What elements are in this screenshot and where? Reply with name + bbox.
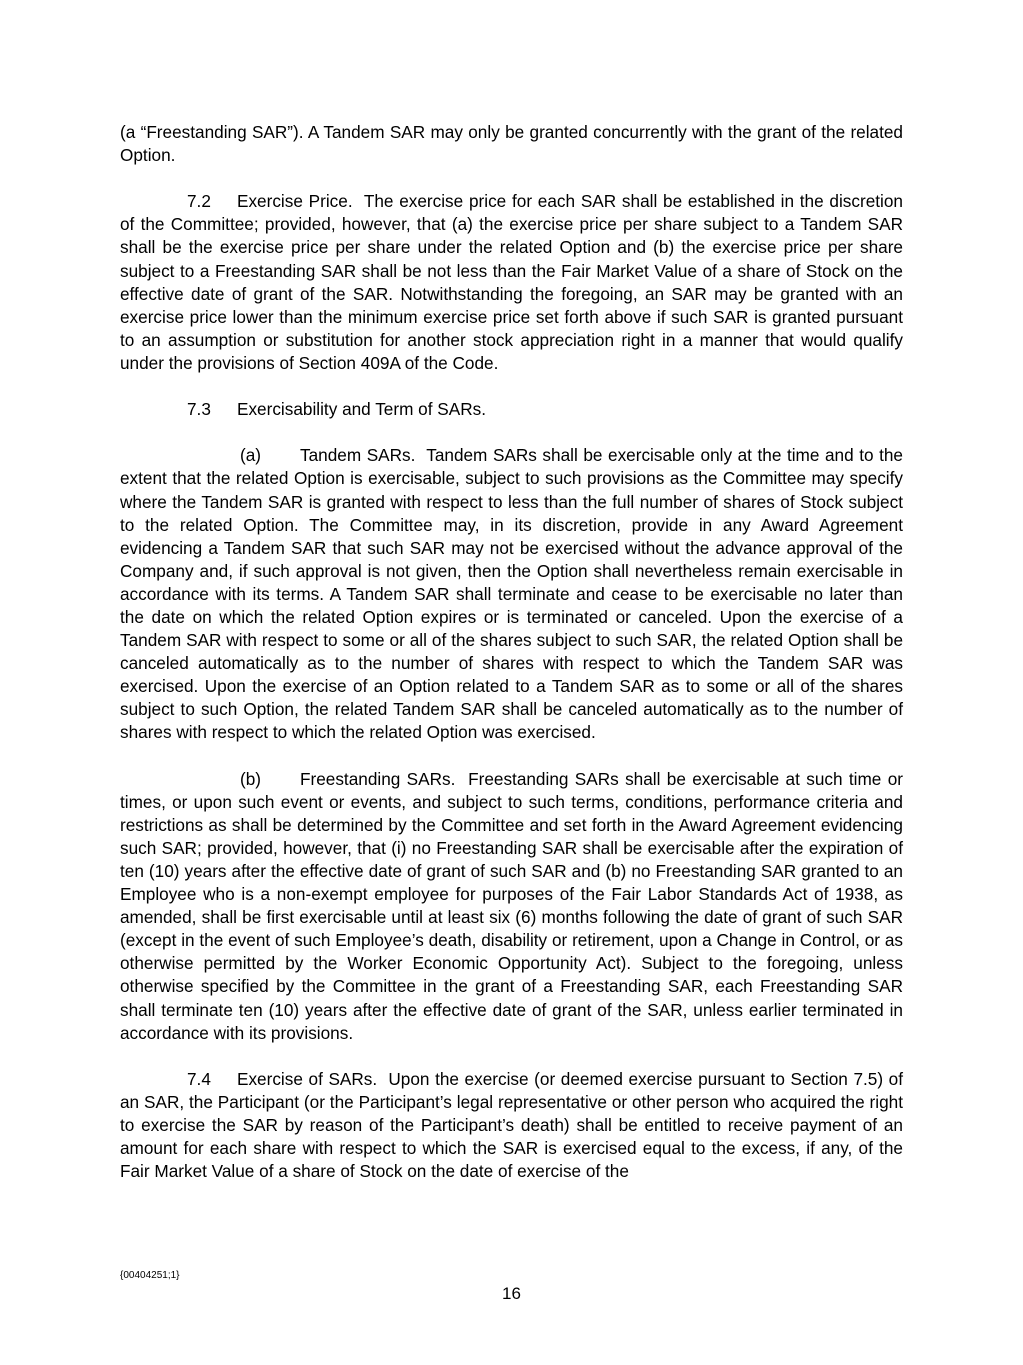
subsection-label: (a) — [240, 445, 262, 466]
subsection-label: (b) — [240, 768, 262, 789]
section-number: 7.2 — [187, 191, 211, 212]
section-heading: Exercisability and Term of SARs. — [237, 399, 486, 420]
section-number: 7.4 — [187, 1068, 211, 1089]
section-heading: Exercise of SARs. — [237, 1068, 378, 1089]
section-7-2 — [120, 190, 903, 375]
subsection-body: Tandem SARs shall be exercisable only at the time and to the extent that the related Option is exercisable, subject to such provisions as the Committee may specify where the Tandem SAR is granted with respect to less than the full number of shares of Stock subject to the related Option. The Committee may, in its discretion, provide in any Award Agreement evidencing a Tandem SAR that such SAR may not be exercised without the advance approval of the Company and, if such approval is not given, then the Option shall nevertheless remain exercisable in accordance with its terms. A Tandem SAR shall terminate and cease to be exercisable no later than the date on which the related Option expires or is terminated or canceled. Upon the exercise of a Tandem SAR with respect to some or all of the shares subject to such SAR, the related Option shall be canceled automatically as to the number of shares with respect to which the Tandem SAR was exercised. Upon the exercise of an Option related to a Tandem SAR as to some or all of the shares subject to such Option, the related Tandem SAR shall be canceled automatically as to the number of shares with respect to which the related Option was exercised. — [120, 445, 903, 743]
document-body — [120, 121, 903, 1206]
section-7-4 — [120, 1068, 903, 1183]
document-id-footer: {00404251;1} — [120, 1270, 180, 1281]
subsection-7-3-a — [120, 444, 903, 744]
continuation-text: (a “Freestanding SAR”). A Tandem SAR may only be granted concurrently with the grant of the related Option. — [120, 122, 903, 166]
section-body: The exercise price for each SAR shall be established in the discretion of the Committee; provided, however, that (a) the exercise price per share subject to a Tandem SAR shall be the exercise price per share under the related Option and (b) the exercise price per share subject to a Freestanding SAR shall be not less than the Fair Market Value of a share of Stock on the effective date of grant of the SAR. Notwithstanding the foregoing, an SAR may be granted with an exercise price lower than the minimum exercise price set forth above if such SAR is granted pursuant to an assumption or substitution for another stock appreciation right in a manner that would qualify under the provisions of Section 409A of the Code. — [120, 191, 903, 373]
section-7-3 — [120, 398, 903, 421]
section-heading: Exercise Price. — [237, 191, 353, 212]
section-body: Upon the exercise (or deemed exercise pursuant to Section 7.5) of an SAR, the Participant (or the Participant’s legal representative or other person who acquired the right to exercise the SAR by reason of the Participant’s death) shall be entitled to receive payment of an amount for each share with respect to which the SAR is exercised equal to the excess, if any, of the Fair Market Value of a share of Stock on the date of exercise of the — [120, 1068, 903, 1182]
section-number: 7.3 — [187, 399, 211, 420]
subsection-7-3-b — [120, 768, 903, 1045]
continuation-paragraph — [120, 121, 903, 167]
subsection-heading: Tandem SARs. — [300, 445, 416, 466]
page-number: 16 — [502, 1284, 521, 1303]
subsection-heading: Freestanding SARs. — [300, 768, 456, 789]
subsection-body: Freestanding SARs shall be exercisable at such time or times, or upon such event or events, and subject to such terms, conditions, performance criteria and restrictions as shall be determined by the Committee and set forth in the Award Agreement evidencing such SAR; provided, however, that (i) no Freestanding SAR shall be exercisable after the expiration of ten (10) years after the effective date of grant of such SAR and (b) no Freestanding SAR granted to an Employee who is a non-exempt employee for purposes of the Fair Labor Standards Act of 1938, as amended, shall be first exercisable until at least six (6) months following the date of grant of such SAR (except in the event of such Employee’s death, disability or retirement, upon a Change in Control, or as otherwise permitted by the Worker Economic Opportunity Act). Subject to the foregoing, unless otherwise specified by the Committee in the grant of a Freestanding SAR, each Freestanding SAR shall terminate ten (10) years after the effective date of grant of the SAR, unless earlier terminated in accordance with its provisions. — [120, 768, 903, 1043]
